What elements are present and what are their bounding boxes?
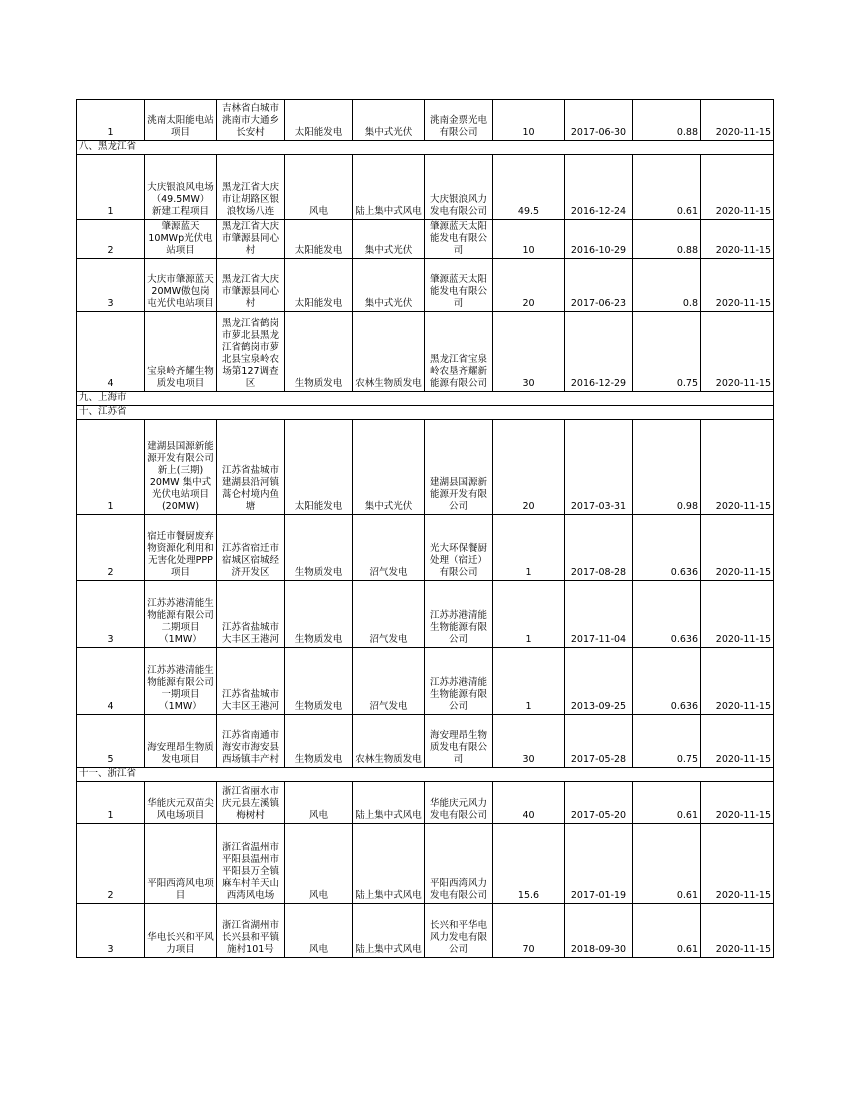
capacity-cell: 20	[493, 420, 565, 515]
technology-cell: 农林生物质发电	[353, 312, 425, 392]
technology-cell: 陆上集中式风电	[353, 904, 425, 958]
confirm-date-cell: 2020-11-15	[701, 581, 774, 648]
index-cell: 3	[77, 581, 145, 648]
technology-cell: 集中式光伏	[353, 259, 425, 312]
location-cell: 黑龙江省大庆市让胡路区银浪牧场八连	[217, 155, 285, 220]
confirm-date-cell: 2020-11-15	[701, 515, 774, 581]
location-cell: 江苏省盐城市大丰区王港河	[217, 581, 285, 648]
company-cell: 长兴和平华电风力发电有限公司	[425, 904, 493, 958]
technology-cell: 农林生物质发电	[353, 715, 425, 768]
index-cell: 5	[77, 715, 145, 768]
confirm-date-cell: 2020-11-15	[701, 220, 774, 259]
grid-date-cell: 2017-05-20	[565, 782, 633, 824]
province-section-row	[77, 141, 774, 155]
project-name-cell: 海安理昂生物质发电项目	[145, 715, 217, 768]
power-type-cell: 太阳能发电	[285, 100, 353, 141]
index-cell: 3	[77, 259, 145, 312]
technology-cell: 集中式光伏	[353, 420, 425, 515]
capacity-cell: 40	[493, 782, 565, 824]
technology-cell: 沼气发电	[353, 515, 425, 581]
power-type-cell: 太阳能发电	[285, 420, 353, 515]
province-section-label: 九、上海市	[77, 392, 774, 406]
table-row	[77, 100, 774, 141]
table-body	[77, 100, 774, 958]
project-table	[76, 99, 774, 958]
price-cell: 0.75	[633, 715, 701, 768]
location-cell: 江苏省盐城市建湖县沿河镇蒿仑村境内鱼塘	[217, 420, 285, 515]
capacity-cell: 10	[493, 100, 565, 141]
power-type-cell: 太阳能发电	[285, 259, 353, 312]
power-type-cell: 风电	[285, 155, 353, 220]
price-cell: 0.61	[633, 155, 701, 220]
province-section-row	[77, 392, 774, 406]
capacity-cell: 10	[493, 220, 565, 259]
capacity-cell: 1	[493, 648, 565, 715]
grid-date-cell: 2017-01-19	[565, 824, 633, 904]
grid-date-cell: 2017-03-31	[565, 420, 633, 515]
company-cell: 黑龙江省宝泉岭农垦齐耀新能源有限公司	[425, 312, 493, 392]
confirm-date-cell: 2020-11-15	[701, 259, 774, 312]
capacity-cell: 30	[493, 715, 565, 768]
technology-cell: 沼气发电	[353, 648, 425, 715]
table-row	[77, 715, 774, 768]
table-row	[77, 220, 774, 259]
company-cell: 海安理昂生物质发电有限公司	[425, 715, 493, 768]
confirm-date-cell: 2020-11-15	[701, 420, 774, 515]
price-cell: 0.61	[633, 782, 701, 824]
price-cell: 0.636	[633, 648, 701, 715]
power-type-cell: 生物质发电	[285, 715, 353, 768]
grid-date-cell: 2017-08-28	[565, 515, 633, 581]
location-cell: 黑龙江省大庆市肇源县同心村	[217, 259, 285, 312]
table-row	[77, 782, 774, 824]
location-cell: 黑龙江省鹤岗市萝北县黑龙江省鹤岗市萝北县宝泉岭农场第127调查区	[217, 312, 285, 392]
price-cell: 0.75	[633, 312, 701, 392]
confirm-date-cell: 2020-11-15	[701, 100, 774, 141]
power-type-cell: 生物质发电	[285, 312, 353, 392]
project-name-cell: 宿迁市餐厨废弃物资源化利用和无害化处理PPP项目	[145, 515, 217, 581]
company-cell: 洮南金票光电有限公司	[425, 100, 493, 141]
project-name-cell: 大庆市肇源蓝天20MW傲包岗屯光伏电站项目	[145, 259, 217, 312]
province-section-label: 八、黑龙江省	[77, 141, 774, 155]
confirm-date-cell: 2020-11-15	[701, 824, 774, 904]
company-cell: 肇源蓝天太阳能发电有限公司	[425, 220, 493, 259]
project-name-cell: 肇源蓝天10MWp光伏电站项目	[145, 220, 217, 259]
confirm-date-cell: 2020-11-15	[701, 155, 774, 220]
technology-cell: 陆上集中式风电	[353, 824, 425, 904]
company-cell: 江苏苏港清能生物能源有限公司	[425, 648, 493, 715]
project-name-cell: 江苏苏港清能生物能源有限公司二期项目（1MW）	[145, 581, 217, 648]
capacity-cell: 1	[493, 581, 565, 648]
power-type-cell: 生物质发电	[285, 581, 353, 648]
technology-cell: 陆上集中式风电	[353, 782, 425, 824]
confirm-date-cell: 2020-11-15	[701, 782, 774, 824]
grid-date-cell: 2016-10-29	[565, 220, 633, 259]
index-cell: 2	[77, 515, 145, 581]
grid-date-cell: 2017-05-28	[565, 715, 633, 768]
capacity-cell: 70	[493, 904, 565, 958]
capacity-cell: 20	[493, 259, 565, 312]
table-row	[77, 824, 774, 904]
index-cell: 4	[77, 312, 145, 392]
index-cell: 1	[77, 100, 145, 141]
technology-cell: 沼气发电	[353, 581, 425, 648]
capacity-cell: 49.5	[493, 155, 565, 220]
table-row	[77, 581, 774, 648]
index-cell: 1	[77, 155, 145, 220]
province-section-label: 十一、浙江省	[77, 768, 774, 782]
capacity-cell: 15.6	[493, 824, 565, 904]
grid-date-cell: 2013-09-25	[565, 648, 633, 715]
company-cell: 光大环保餐厨处理（宿迁）有限公司	[425, 515, 493, 581]
price-cell: 0.8	[633, 259, 701, 312]
confirm-date-cell: 2020-11-15	[701, 648, 774, 715]
power-type-cell: 太阳能发电	[285, 220, 353, 259]
index-cell: 1	[77, 420, 145, 515]
grid-date-cell: 2017-06-23	[565, 259, 633, 312]
table-row	[77, 904, 774, 958]
grid-date-cell: 2017-06-30	[565, 100, 633, 141]
price-cell: 0.88	[633, 100, 701, 141]
price-cell: 0.61	[633, 904, 701, 958]
index-cell: 1	[77, 782, 145, 824]
power-type-cell: 风电	[285, 824, 353, 904]
technology-cell: 集中式光伏	[353, 100, 425, 141]
province-section-row	[77, 768, 774, 782]
company-cell: 建湖县国源新能源开发有限公司	[425, 420, 493, 515]
price-cell: 0.636	[633, 515, 701, 581]
power-type-cell: 风电	[285, 782, 353, 824]
project-name-cell: 华电长兴和平风力项目	[145, 904, 217, 958]
project-name-cell: 大庆银浪风电场（49.5MW）新建工程项目	[145, 155, 217, 220]
power-type-cell: 风电	[285, 904, 353, 958]
grid-date-cell: 2018-09-30	[565, 904, 633, 958]
capacity-cell: 1	[493, 515, 565, 581]
technology-cell: 陆上集中式风电	[353, 155, 425, 220]
province-section-row	[77, 406, 774, 420]
grid-date-cell: 2017-11-04	[565, 581, 633, 648]
province-section-label: 十、江苏省	[77, 406, 774, 420]
table-row	[77, 648, 774, 715]
confirm-date-cell: 2020-11-15	[701, 904, 774, 958]
power-type-cell: 生物质发电	[285, 515, 353, 581]
index-cell: 4	[77, 648, 145, 715]
index-cell: 3	[77, 904, 145, 958]
company-cell: 平阳西湾风力发电有限公司	[425, 824, 493, 904]
table-row	[77, 259, 774, 312]
location-cell: 江苏省宿迁市宿城区宿城经济开发区	[217, 515, 285, 581]
price-cell: 0.61	[633, 824, 701, 904]
location-cell: 黑龙江省大庆市肇源县同心村	[217, 220, 285, 259]
location-cell: 吉林省白城市洮南市大通乡长安村	[217, 100, 285, 141]
power-type-cell: 生物质发电	[285, 648, 353, 715]
price-cell: 0.88	[633, 220, 701, 259]
location-cell: 江苏省南通市海安市海安县西场镇丰产村	[217, 715, 285, 768]
location-cell: 浙江省湖州市长兴县和平镇施村101号	[217, 904, 285, 958]
project-name-cell: 建湖县国源新能源开发有限公司新上(三期) 20MW 集中式光伏电站项目(20MW)	[145, 420, 217, 515]
price-cell: 0.636	[633, 581, 701, 648]
project-name-cell: 宝泉岭齐耀生物质发电项目	[145, 312, 217, 392]
location-cell: 浙江省丽水市庆元县左溪镇梅树村	[217, 782, 285, 824]
technology-cell: 集中式光伏	[353, 220, 425, 259]
project-name-cell: 华能庆元双苗尖风电场项目	[145, 782, 217, 824]
grid-date-cell: 2016-12-24	[565, 155, 633, 220]
company-cell: 江苏苏港清能生物能源有限公司	[425, 581, 493, 648]
location-cell: 浙江省温州市平阳县温州市平阳县万全镇麻车村羊天山西湾风电场	[217, 824, 285, 904]
confirm-date-cell: 2020-11-15	[701, 715, 774, 768]
table-row	[77, 155, 774, 220]
confirm-date-cell: 2020-11-15	[701, 312, 774, 392]
project-name-cell: 平阳西湾风电项目	[145, 824, 217, 904]
company-cell: 肇源蓝天太阳能发电有限公司	[425, 259, 493, 312]
company-cell: 大庆银浪风力发电有限公司	[425, 155, 493, 220]
capacity-cell: 30	[493, 312, 565, 392]
project-name-cell: 洮南太阳能电站项目	[145, 100, 217, 141]
location-cell: 江苏省盐城市大丰区王港河	[217, 648, 285, 715]
table-row	[77, 515, 774, 581]
price-cell: 0.98	[633, 420, 701, 515]
index-cell: 2	[77, 824, 145, 904]
grid-date-cell: 2016-12-29	[565, 312, 633, 392]
table-row	[77, 312, 774, 392]
project-name-cell: 江苏苏港清能生物能源有限公司一期项目（1MW）	[145, 648, 217, 715]
company-cell: 华能庆元风力发电有限公司	[425, 782, 493, 824]
index-cell: 2	[77, 220, 145, 259]
table-row	[77, 420, 774, 515]
